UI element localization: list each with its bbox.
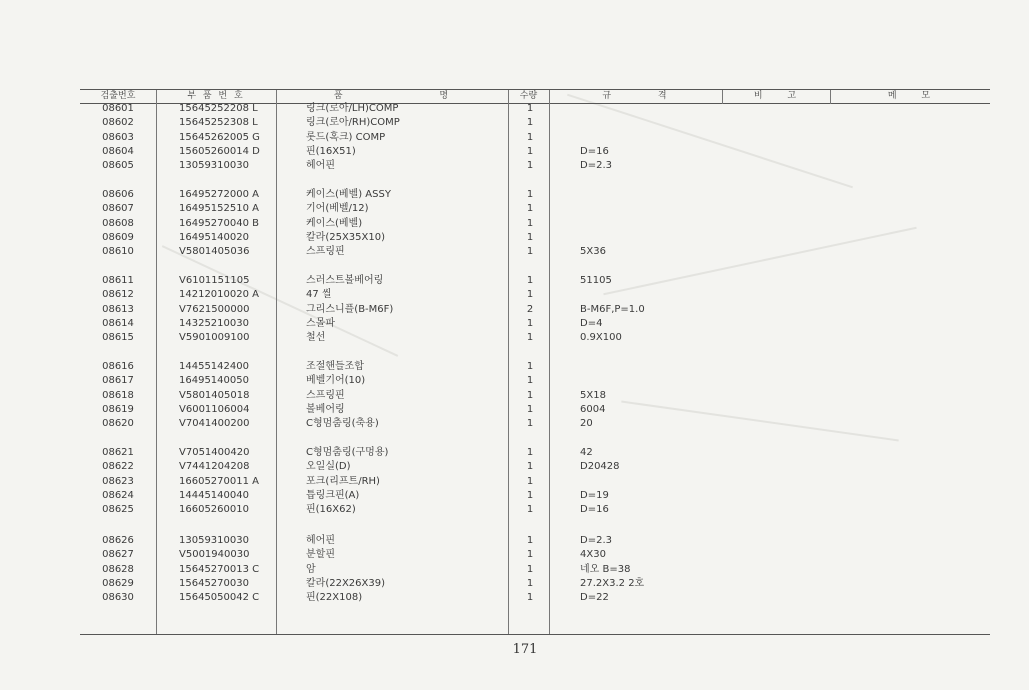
part-name-cell: 스러스트볼베어링 (306, 275, 384, 286)
part-number-cell: 14445140040 (179, 489, 249, 501)
header-memo: 메 모 (887, 91, 933, 101)
entry-number-cell: 08621 (102, 447, 134, 458)
quantity-cell: 1 (526, 160, 534, 172)
part-number-cell: 15645270030 (179, 577, 249, 589)
quantity-cell: 1 (526, 231, 534, 243)
part-number-cell: V7621500000 (179, 303, 250, 315)
entry-number-cell: 08603 (102, 131, 134, 143)
specification-cell: D=19 (580, 489, 609, 501)
quantity-cell: 1 (526, 563, 534, 575)
part-name-cell: 암 (306, 563, 316, 575)
entry-number-cell: 08627 (102, 549, 134, 561)
part-name-cell: 케이스(베벨) ASSY (306, 189, 391, 200)
quantity-cell: 1 (526, 375, 534, 387)
part-number-cell: V5801405018 (179, 389, 250, 401)
part-number-cell: 14455142400 (179, 361, 249, 372)
quantity-cell: 1 (526, 103, 534, 114)
part-number-cell: 16495272000 A (179, 189, 260, 200)
specification-cell: D=16 (580, 504, 609, 516)
part-number-cell: 15645252208 L (179, 103, 258, 114)
header-quantity: 수량 (519, 91, 538, 101)
part-number-cell: V7041400200 (179, 418, 250, 430)
specification-cell: D=2.3 (580, 160, 612, 172)
specification-cell: 5X36 (580, 246, 606, 258)
header-part-name: 품 명 (333, 91, 451, 101)
part-name-cell: 조절핸들조합 (306, 361, 364, 372)
header-remarks: 비 고 (753, 91, 799, 101)
specification-cell: 0.9X100 (580, 332, 622, 344)
part-name-cell: 핀(16X62) (306, 504, 356, 516)
entry-number-cell: 08624 (102, 489, 134, 501)
quantity-cell: 1 (526, 275, 534, 286)
entry-number-cell: 08604 (102, 145, 134, 157)
specification-cell: 5X18 (580, 389, 606, 401)
specification-cell: D=2.3 (580, 535, 612, 546)
entry-number-cell: 08623 (102, 475, 134, 487)
specification-cell: 네오 B=38 (580, 563, 631, 575)
part-name-cell: 47 씰 (306, 289, 332, 301)
entry-number-cell: 08629 (102, 577, 134, 589)
part-name-cell: 칼라(25X35X10) (306, 231, 385, 243)
quantity-cell: 1 (526, 246, 534, 258)
entry-number-cell: 08617 (102, 375, 134, 387)
background-drawing-trace (567, 94, 853, 189)
part-number-cell: V6001106004 (179, 403, 250, 415)
quantity-cell: 1 (526, 217, 534, 229)
quantity-cell: 1 (526, 131, 534, 143)
part-number-cell: 16495140020 (179, 231, 249, 243)
quantity-cell: 1 (526, 447, 534, 458)
part-name-cell: 분할핀 (306, 549, 335, 561)
entry-number-cell: 08609 (102, 231, 134, 243)
part-name-cell: 오일실(D) (306, 461, 351, 473)
quantity-cell: 1 (526, 189, 534, 200)
part-number-cell: V5901009100 (179, 332, 250, 344)
part-number-cell: 16495270040 B (179, 217, 260, 229)
part-number-cell: 16495152510 A (179, 203, 260, 215)
entry-number-cell: 08607 (102, 203, 134, 215)
part-number-cell: 15605260014 D (179, 145, 260, 157)
entry-number-cell: 08602 (102, 117, 134, 129)
part-number-cell: V7051400420 (179, 447, 250, 458)
quantity-cell: 1 (526, 403, 534, 415)
part-number-cell: 13059310030 (179, 535, 249, 546)
part-name-cell: 케이스(베벨) (306, 217, 363, 229)
part-name-cell: 링크(로아/RH)COMP (306, 117, 400, 129)
entry-number-cell: 08612 (102, 289, 134, 301)
specification-cell: 4X30 (580, 549, 606, 561)
entry-number-cell: 08610 (102, 246, 134, 258)
entry-number-cell: 08611 (102, 275, 134, 286)
quantity-cell: 1 (526, 549, 534, 561)
quantity-cell: 1 (526, 317, 534, 329)
part-name-cell: 스프링핀 (306, 389, 345, 401)
part-name-cell: 핀(16X51) (306, 145, 356, 157)
column-divider (508, 90, 509, 634)
quantity-cell: 1 (526, 535, 534, 546)
specification-cell: 51105 (580, 275, 612, 286)
entry-number-cell: 08616 (102, 361, 134, 372)
part-number-cell: 14212010020 A (179, 289, 260, 301)
quantity-cell: 1 (526, 475, 534, 487)
part-name-cell: 링크(로아/LH)COMP (306, 103, 399, 114)
specification-cell: 42 (580, 447, 593, 458)
quantity-cell: 1 (526, 389, 534, 401)
part-name-cell: 칼라(22X26X39) (306, 577, 385, 589)
quantity-cell: 1 (526, 504, 534, 516)
entry-number-cell: 08630 (102, 592, 134, 604)
specification-cell: D20428 (580, 461, 620, 473)
entry-number-cell: 08614 (102, 317, 134, 329)
header-part-number: 부 품 번 호 (187, 91, 245, 101)
entry-number-cell: 08615 (102, 332, 134, 344)
quantity-cell: 1 (526, 145, 534, 157)
background-drawing-trace (621, 401, 899, 442)
part-number-cell: 15645252308 L (179, 117, 258, 129)
part-number-cell: V7441204208 (179, 461, 250, 473)
specification-cell: 27.2X3.2 2호 (580, 577, 645, 589)
part-name-cell: 롯드(혹크) COMP (306, 131, 386, 143)
part-name-cell: C형멈춤링(구멍용) (306, 447, 389, 458)
part-name-cell: C형멈춤링(축용) (306, 418, 379, 430)
specification-cell: 6004 (580, 403, 606, 415)
quantity-cell: 1 (526, 332, 534, 344)
quantity-cell: 1 (526, 592, 534, 604)
part-number-cell: 15645262005 G (179, 131, 260, 143)
header-specification: 규 격 (602, 91, 669, 101)
part-number-cell: 14325210030 (179, 317, 249, 329)
quantity-cell: 1 (526, 418, 534, 430)
specification-cell: D=4 (580, 317, 603, 329)
background-drawing-trace (603, 227, 916, 295)
part-number-cell: 16605270011 A (179, 475, 260, 487)
quantity-cell: 1 (526, 577, 534, 589)
entry-number-cell: 08601 (102, 103, 134, 114)
part-name-cell: 베벨기어(10) (306, 375, 366, 387)
entry-number-cell: 08626 (102, 535, 134, 546)
part-name-cell: 틉링크핀(A) (306, 489, 360, 501)
entry-number-cell: 08618 (102, 389, 134, 401)
entry-number-cell: 08620 (102, 418, 134, 430)
part-name-cell: 핀(22X108) (306, 592, 363, 604)
part-number-cell: 13059310030 (179, 160, 249, 172)
specification-cell: D=16 (580, 145, 609, 157)
quantity-cell: 1 (526, 489, 534, 501)
entry-number-cell: 08625 (102, 504, 134, 516)
part-name-cell: 헤어핀 (306, 535, 335, 546)
header-entry-number: 검출번호 (100, 91, 136, 101)
column-divider (276, 90, 277, 634)
part-number-cell: 16605260010 (179, 504, 249, 516)
part-name-cell: 스프링핀 (306, 246, 345, 258)
part-number-cell: 15645050042 C (179, 592, 260, 604)
quantity-cell: 2 (526, 303, 534, 315)
entry-number-cell: 08619 (102, 403, 134, 415)
part-number-cell: 16495140050 (179, 375, 249, 387)
part-number-cell: 15645270013 C (179, 563, 260, 575)
quantity-cell: 1 (526, 203, 534, 215)
specification-cell: B-M6F,P=1.0 (580, 303, 645, 315)
entry-number-cell: 08622 (102, 461, 134, 473)
entry-number-cell: 08628 (102, 563, 134, 575)
entry-number-cell: 08608 (102, 217, 134, 229)
entry-number-cell: 08613 (102, 303, 134, 315)
part-name-cell: 포크(리프트/RH) (306, 475, 380, 487)
part-name-cell: 스몰파 (306, 317, 335, 329)
page-number: 171 (512, 642, 538, 657)
quantity-cell: 1 (526, 117, 534, 129)
part-number-cell: V5001940030 (179, 549, 250, 561)
part-name-cell: 헤어핀 (306, 160, 335, 172)
entry-number-cell: 08606 (102, 189, 134, 200)
quantity-cell: 1 (526, 361, 534, 372)
part-name-cell: 기어(베벨/12) (306, 203, 369, 215)
quantity-cell: 1 (526, 461, 534, 473)
quantity-cell: 1 (526, 289, 534, 301)
specification-cell: 20 (580, 418, 593, 430)
part-number-cell: V6101151105 (179, 275, 250, 286)
table-bottom-rule (80, 634, 990, 635)
column-divider (156, 90, 157, 634)
specification-cell: D=22 (580, 592, 609, 604)
part-number-cell: V5801405036 (179, 246, 250, 258)
part-name-cell: 그리스니플(B-M6F) (306, 303, 394, 315)
part-name-cell: 볼베어링 (306, 403, 345, 415)
part-name-cell: 철선 (306, 332, 326, 344)
entry-number-cell: 08605 (102, 160, 134, 172)
